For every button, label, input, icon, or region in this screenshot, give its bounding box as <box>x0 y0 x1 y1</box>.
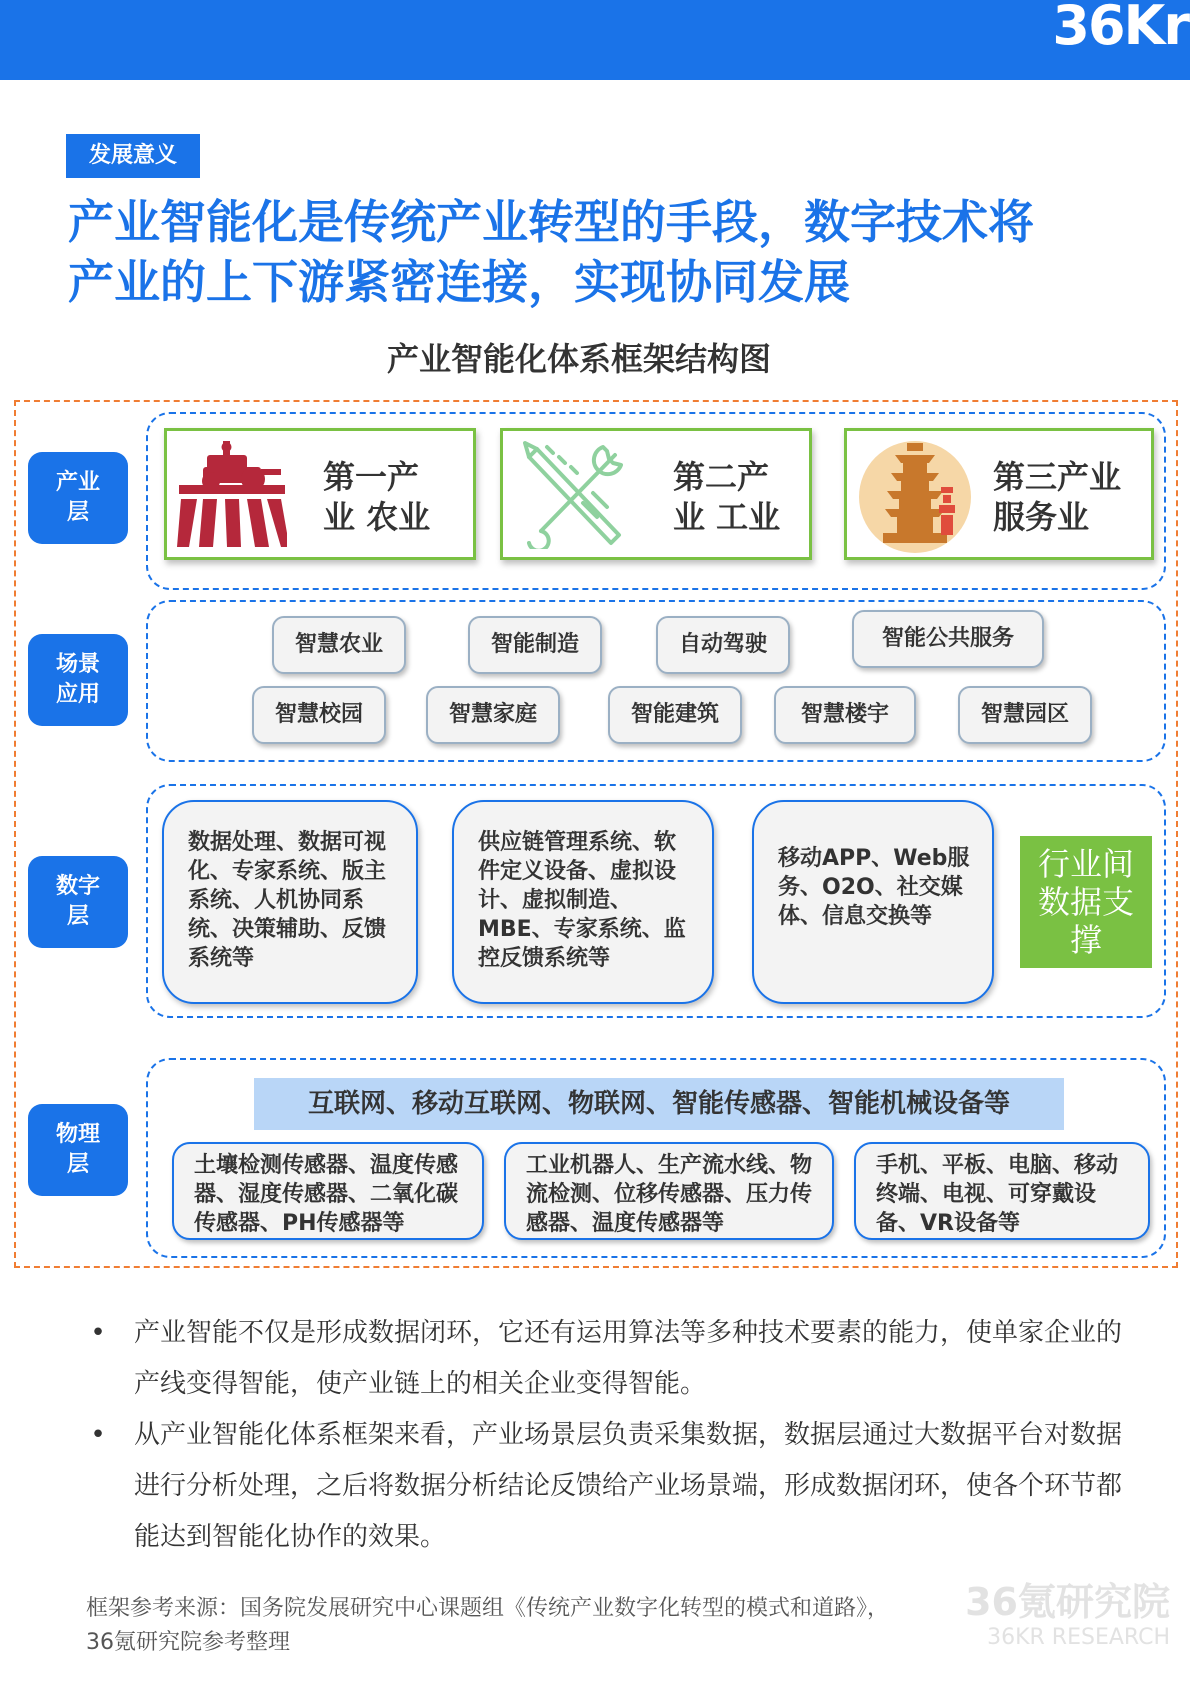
diagram-title: 产业智能化体系框架结构图 <box>386 340 771 378</box>
scenario-smart-campus: 智慧校园 <box>252 686 386 744</box>
industry-label-services: 第三产业 服务业 <box>993 458 1122 536</box>
scenario-smart-park: 智慧园区 <box>958 686 1092 744</box>
brand-logo: 36Kr <box>1052 0 1188 57</box>
header-bar <box>0 0 1190 80</box>
industry-card-services <box>844 428 1154 560</box>
scenario-public-services: 智能公共服务 <box>852 610 1044 668</box>
digital-box-services: 移动APP、Web服务、O2O、社交媒体、信息交换等 <box>752 800 994 1004</box>
bullet-text: 从产业智能化体系框架来看，产业场景层负责采集数据，数据层通过大数据平台对数据进行分析处理，之后将数据分析结论反馈给产业场景端，形成数据闭环，使各个环节都能达到智能化协作的效果。 <box>134 1420 1123 1552</box>
scenario-smart-home: 智慧家庭 <box>426 686 560 744</box>
bullet-mark: • <box>90 1318 106 1348</box>
headline-line-2: 产业的上下游紧密连接，实现协同发展 <box>68 255 850 309</box>
bullet-text: 产业智能不仅是形成数据闭环，它还有运用算法等多种技术要素的能力，使单家企业的产线变得智能，使产业链上的相关企业变得智能。 <box>134 1318 1123 1399</box>
summary-bullets <box>88 1308 1128 1563</box>
cross-industry-data-support: 行业间数据支撑 <box>1020 836 1152 968</box>
source-line-1: 框架参考来源：国务院发展研究中心课题组《传统产业数字化转型的模式和道路》， <box>86 1596 890 1621</box>
pagoda-icon <box>855 437 975 555</box>
physical-box-services: 手机、平板、电脑、移动终端、电视、可穿戴设备、VR设备等 <box>854 1142 1150 1240</box>
industry-card-agriculture <box>164 428 476 560</box>
watermark-line-1: 36氪研究院 <box>965 1580 1170 1624</box>
digital-box-agriculture: 数据处理、数据可视化、专家系统、版主系统、人机协同系统、决策辅助、反馈系统等 <box>162 800 418 1004</box>
page-headline <box>68 192 1128 312</box>
bullet-mark: • <box>90 1420 106 1450</box>
source-line-2: 36氪研究院参考整理 <box>86 1630 290 1655</box>
headline-line-1: 产业智能化是传统产业转型的手段，数字技术将 <box>68 195 1034 249</box>
section-tag: 发展意义 <box>66 134 200 178</box>
scenario-autonomous-driving: 自动驾驶 <box>656 616 790 674</box>
bullet-item <box>88 1410 1128 1563</box>
industry-card-manufacturing <box>500 428 812 560</box>
tractor-farm-icon <box>177 441 287 549</box>
industry-label-agriculture: 第一产 业 农业 <box>323 458 431 536</box>
network-infrastructure-bar: 互联网、移动互联网、物联网、智能传感器、智能机械设备等 <box>254 1078 1064 1130</box>
bullet-item <box>88 1308 1128 1410</box>
wrench-pencil-icon <box>523 441 627 549</box>
scenario-smart-manufacturing: 智能制造 <box>468 616 602 674</box>
layer-label-physical: 物理层 <box>28 1104 128 1196</box>
scenario-smart-agriculture: 智慧农业 <box>272 616 406 674</box>
physical-box-agriculture: 土壤检测传感器、温度传感器、湿度传感器、二氧化碳传感器、PH传感器等 <box>172 1142 484 1240</box>
digital-box-manufacturing: 供应链管理系统、软件定义设备、虚拟设计、虚拟制造、MBE、专家系统、监控反馈系统等 <box>452 800 714 1004</box>
source-note <box>86 1592 986 1660</box>
scenario-smart-construction: 智能建筑 <box>608 686 742 744</box>
industry-label-manufacturing: 第二产 业 工业 <box>673 458 781 536</box>
physical-box-manufacturing: 工业机器人、生产流水线、物流检测、位移传感器、压力传感器、温度传感器等 <box>504 1142 834 1240</box>
layer-label-digital: 数字层 <box>28 856 128 948</box>
watermark <box>950 1580 1170 1652</box>
layer-label-industry: 产业层 <box>28 452 128 544</box>
layer-label-scenario: 场景应用 <box>28 634 128 726</box>
watermark-line-2: 36KR RESEARCH <box>987 1625 1170 1650</box>
scenario-smart-building: 智慧楼宇 <box>774 686 916 744</box>
